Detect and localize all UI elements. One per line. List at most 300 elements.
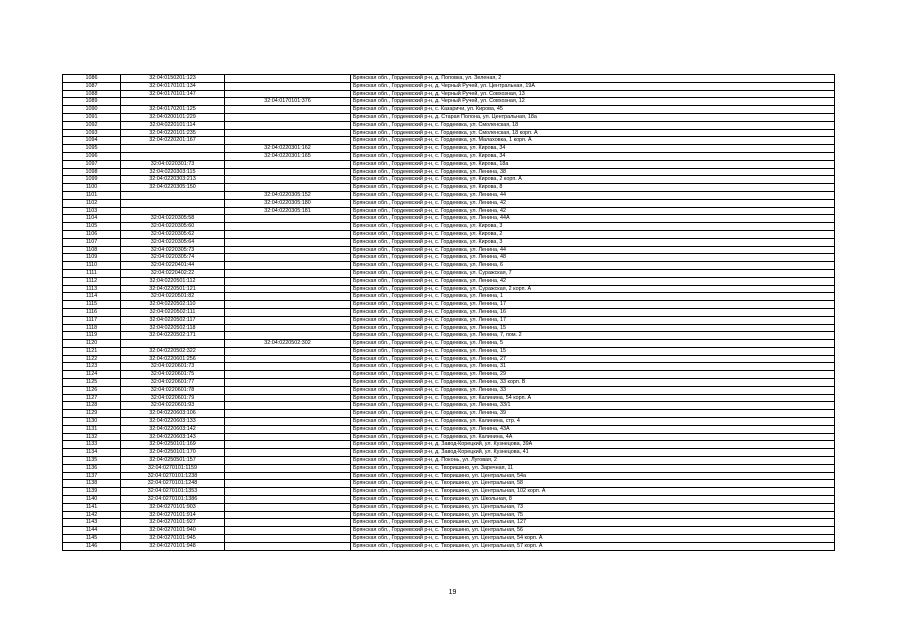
row-number-cell: 1110 [63,262,121,270]
row-number-cell: 1113 [63,285,121,293]
building-cadastral-number-cell [225,386,351,394]
address-cell: Брянская обл., Гордеевский р-н, с. Гордеевка, ул. Ленина, 17 [351,301,835,309]
building-cadastral-number-cell [225,496,351,504]
table-row [63,82,835,90]
row-number-cell: 1115 [63,301,121,309]
cadastral-number-cell [121,207,225,215]
building-cadastral-number-cell: 32:04:0220502:302 [225,340,351,348]
building-cadastral-number-cell [225,176,351,184]
address-cell: Брянская обл., Гордеевский р-н, с. Гордеевка, ул. Ленина, 15 [351,347,835,355]
cadastral-number-cell: 32:04:0220303:213 [121,176,225,184]
table-row [63,394,835,402]
cadastral-number-cell: 32:04:0270101:1159 [121,464,225,472]
address-cell: Брянская обл., Гордеевский р-н, с. Гордеевка, ул. Ленина, 39 [351,410,835,418]
cadastral-number-cell: 32:04:0170101:147 [121,90,225,98]
address-cell: Брянская обл., Гордеевский р-н, с. Творишино, ул. Школьная, 8 [351,496,835,504]
table-row [63,503,835,511]
address-cell: Брянская обл., Гордеевский р-н, с. Гордеевка, ул. Ленина, 33 корп. В [351,379,835,387]
cadastral-number-cell: 32:04:0220305:74 [121,254,225,262]
address-cell: Брянская обл., Гордеевский р-н, с. Гордеевка, ул. Ленина, 44 [351,246,835,254]
address-cell: Брянская обл., Гордеевский р-н, с. Гордеевка, ул. Кирова, 18а [351,160,835,168]
cadastral-number-cell: 32:04:0220303:115 [121,168,225,176]
table-row [63,542,835,550]
cadastral-number-cell: 32:04:0220603:106 [121,410,225,418]
address-cell: Брянская обл., Гордеевский р-н, с. Творишино, ул. Центральная, 58 [351,480,835,488]
table-row [63,371,835,379]
address-cell: Брянская обл., Гордеевский р-н, с. Гордеевка, ул. Кирова, 34 [351,145,835,153]
address-cell: Брянская обл., Гордеевский р-н, с. Творишино, ул. Центральная, 54а [351,472,835,480]
table-row [63,199,835,207]
document-table [62,74,835,551]
row-number-cell: 1089 [63,98,121,106]
cadastral-number-cell: 32:04:0270101:948 [121,542,225,550]
table-row [63,90,835,98]
building-cadastral-number-cell [225,418,351,426]
cadastral-number-cell: 32:04:0170101:134 [121,82,225,90]
address-cell: Брянская обл., Гордеевский р-н, с. Гордеевка, ул. Ленина, 7, пом. 2 [351,332,835,340]
building-cadastral-number-cell [225,472,351,480]
address-cell: Брянская обл., Гордеевский р-н, с. Гордеевка, ул. Кирова, 2 корп. А [351,176,835,184]
cadastral-number-cell: 32:04:0270101:945 [121,535,225,543]
cadastral-number-cell: 32:04:0220401:44 [121,262,225,270]
building-cadastral-number-cell [225,230,351,238]
cadastral-number-cell: 32:04:0220502:118 [121,324,225,332]
cadastral-number-cell: 32:04:0270101:1248 [121,480,225,488]
cadastral-number-cell [121,98,225,106]
building-cadastral-number-cell [225,285,351,293]
building-cadastral-number-cell [225,254,351,262]
table-row [63,207,835,215]
table-row [63,145,835,153]
table-row [63,324,835,332]
table-row [63,176,835,184]
table-row [63,464,835,472]
address-cell: Брянская обл., Гордеевский р-н, с. Гордеевка, ул. Суражская, 2 корп. А [351,285,835,293]
row-number-cell: 1129 [63,410,121,418]
building-cadastral-number-cell [225,511,351,519]
building-cadastral-number-cell [225,160,351,168]
address-cell: Брянская обл., Гордеевский р-н, с. Гордеевка, ул. Ленина, 27 [351,355,835,363]
building-cadastral-number-cell [225,449,351,457]
building-cadastral-number-cell [225,106,351,114]
row-number-cell: 1112 [63,277,121,285]
building-cadastral-number-cell [225,464,351,472]
table-row [63,480,835,488]
table-row [63,410,835,418]
cadastral-number-cell: 32:04:0220601:77 [121,379,225,387]
building-cadastral-number-cell [225,379,351,387]
cadastral-number-cell: 32:04:0250101:170 [121,449,225,457]
table-row [63,262,835,270]
table-row [63,238,835,246]
address-cell: Брянская обл., Гордеевский р-н, с. Гордеевка, ул. Кирова, 2 [351,230,835,238]
building-cadastral-number-cell: 32:04:0220301:165 [225,152,351,160]
building-cadastral-number-cell [225,371,351,379]
row-number-cell: 1142 [63,511,121,519]
table-row [63,121,835,129]
table-row [63,511,835,519]
table-row [63,347,835,355]
cadastral-number-cell [121,191,225,199]
row-number-cell: 1091 [63,113,121,121]
cadastral-number-cell: 32:04:0220301:73 [121,160,225,168]
building-cadastral-number-cell [225,293,351,301]
row-number-cell: 1094 [63,137,121,145]
cadastral-number-cell [121,199,225,207]
address-cell: Брянская обл., Гордеевский р-н, с. Гордеевка, ул. Ленина, 43А [351,425,835,433]
table-row [63,363,835,371]
building-cadastral-number-cell: 32:04:0170101:376 [225,98,351,106]
table-row [63,293,835,301]
page-number: 19 [448,589,457,596]
table-row [63,152,835,160]
building-cadastral-number-cell [225,113,351,121]
building-cadastral-number-cell: 32:04:0220305:152 [225,191,351,199]
cadastral-number-cell: 32:04:0220201:167 [121,137,225,145]
building-cadastral-number-cell [225,82,351,90]
cadastral-number-cell: 32:04:0220601:79 [121,394,225,402]
row-number-cell: 1116 [63,308,121,316]
address-cell: Брянская обл., Гордеевский р-н, с. Гордеевка, ул. Кирова, 3 [351,238,835,246]
cadastral-number-cell: 32:04:0220502:322 [121,347,225,355]
table-row [63,433,835,441]
table-row [63,301,835,309]
building-cadastral-number-cell: 32:04:0220305:181 [225,207,351,215]
cadastral-number-cell: 32:04:0220502:117 [121,316,225,324]
row-number-cell: 1114 [63,293,121,301]
address-cell: Брянская обл., Гордеевский р-н, с. Гордеевка, ул. Ленина, 42 [351,207,835,215]
address-cell: Брянская обл., Гордеевский р-н, с. Творишино, ул. Центральная, 56 [351,527,835,535]
building-cadastral-number-cell [225,223,351,231]
table-row [63,425,835,433]
building-cadastral-number-cell [225,168,351,176]
table-row [63,449,835,457]
row-number-cell: 1119 [63,332,121,340]
row-number-cell: 1106 [63,230,121,238]
address-cell: Брянская обл., Гордеевский р-н, с. Гордеевка, ул. Ленина, 6 [351,262,835,270]
row-number-cell: 1146 [63,542,121,550]
address-cell: Брянская обл., Гордеевский р-н, с. Гордеевка, ул. Ленина, 42 [351,199,835,207]
address-cell: Брянская обл., Гордеевский р-н, с. Гордеевка, ул. Ленина, 42 [351,277,835,285]
table-row [63,215,835,223]
row-number-cell: 1087 [63,82,121,90]
address-cell: Брянская обл., Гордеевский р-н, с. Гордеевка, ул. Ленина, 17 [351,316,835,324]
cadastral-number-cell: 32:04:0270101:940 [121,527,225,535]
table-row [63,269,835,277]
table-row [63,129,835,137]
building-cadastral-number-cell [225,277,351,285]
row-number-cell: 1098 [63,168,121,176]
cadastral-number-cell: 32:04:0220305:64 [121,238,225,246]
address-cell: Брянская обл., Гордеевский р-н, с. Гордеевка, ул. Кирова, 3 [351,223,835,231]
building-cadastral-number-cell [225,137,351,145]
table-row [63,277,835,285]
building-cadastral-number-cell [225,332,351,340]
cadastral-number-cell: 32:04:0220305:60 [121,223,225,231]
row-number-cell: 1117 [63,316,121,324]
row-number-cell: 1102 [63,199,121,207]
table-row [63,75,835,83]
address-cell: Брянская обл., Гордеевский р-н, д. Завод-Корецкий, ул. Кузнецова, 41 [351,449,835,457]
address-cell: Брянская обл., Гордеевский р-н, с. Гордеевка, ул. Ленина, 38 [351,168,835,176]
row-number-cell: 1097 [63,160,121,168]
cadastral-number-cell: 32:04:0250101:169 [121,441,225,449]
table-row [63,488,835,496]
row-number-cell: 1090 [63,106,121,114]
cadastral-number-cell: 32:04:0220305:73 [121,246,225,254]
row-number-cell: 1131 [63,425,121,433]
building-cadastral-number-cell [225,363,351,371]
address-cell: Брянская обл., Гордеевский р-н, с. Гордеевка, ул. Ленина, 16 [351,308,835,316]
address-cell: Брянская обл., Гордеевский р-н, с. Творишино, ул. Заречная, 11 [351,464,835,472]
building-cadastral-number-cell [225,527,351,535]
cadastral-number-cell: 32:04:0220101:235 [121,129,225,137]
address-cell: Брянская обл., Гордеевский р-н, с. Гордеевка, ул. Ленина, 44 [351,191,835,199]
address-cell: Брянская обл., Гордеевский р-н, д. Завод-Корецкий, ул. Кузнецова, 39А [351,441,835,449]
row-number-cell: 1121 [63,347,121,355]
row-number-cell: 1127 [63,394,121,402]
cadastral-number-cell [121,340,225,348]
building-cadastral-number-cell [225,441,351,449]
cadastral-number-cell: 32:04:0220305:62 [121,230,225,238]
address-cell: Брянская обл., Гордеевский р-н, с. Творишино, ул. Центральная, 102 корп. А [351,488,835,496]
row-number-cell: 1105 [63,223,121,231]
table-body [63,75,835,551]
address-cell: Брянская обл., Гордеевский р-н, д. Поконь, ул. Луговая, 2 [351,457,835,465]
cadastral-number-cell: 32:04:0220101:114 [121,121,225,129]
building-cadastral-number-cell: 32:04:0220305:180 [225,199,351,207]
row-number-cell: 1132 [63,433,121,441]
building-cadastral-number-cell [225,535,351,543]
building-cadastral-number-cell [225,355,351,363]
building-cadastral-number-cell [225,324,351,332]
table-row [63,184,835,192]
building-cadastral-number-cell [225,75,351,83]
row-number-cell: 1086 [63,75,121,83]
table-row [63,379,835,387]
row-number-cell: 1144 [63,527,121,535]
cadastral-number-cell: 32:04:0220601:75 [121,371,225,379]
address-cell: Брянская обл., Гордеевский р-н, с. Творишино, ул. Центральная, 57 корп. А [351,542,835,550]
table-row [63,106,835,114]
row-number-cell: 1134 [63,449,121,457]
cadastral-number-cell: 32:04:0220603:143 [121,433,225,441]
address-cell: Брянская обл., Гордеевский р-н, д. Черный Ручей, ул. Центральная, 19А [351,82,835,90]
building-cadastral-number-cell [225,410,351,418]
building-cadastral-number-cell [225,425,351,433]
table-row [63,223,835,231]
cadastral-number-cell: 32:04:0220402:22 [121,269,225,277]
building-cadastral-number-cell [225,246,351,254]
cadastral-number-cell: 32:04:0170201:125 [121,106,225,114]
table-row [63,457,835,465]
address-cell: Брянская обл., Гордеевский р-н, с. Творишино, ул. Центральная, 54 корп. А [351,535,835,543]
address-cell: Брянская обл., Гордеевский р-н, с. Творишино, ул. Центральная, 73 [351,503,835,511]
building-cadastral-number-cell [225,519,351,527]
table-row [63,472,835,480]
cadastral-number-cell [121,145,225,153]
table-row [63,332,835,340]
building-cadastral-number-cell [225,215,351,223]
cadastral-number-cell: 32:04:0270101:903 [121,503,225,511]
building-cadastral-number-cell [225,402,351,410]
building-cadastral-number-cell: 32:04:0220301:162 [225,145,351,153]
address-cell: Брянская обл., Гордеевский р-н, с. Гордеевка, ул. Ленина, 33/1 [351,402,835,410]
building-cadastral-number-cell [225,308,351,316]
address-cell: Брянская обл., Гордеевский р-н, с. Гордеевка, ул. Кирова, 8 [351,184,835,192]
table-row [63,113,835,121]
cadastral-number-cell: 32:04:0270101:914 [121,511,225,519]
building-cadastral-number-cell [225,433,351,441]
row-number-cell: 1099 [63,176,121,184]
address-cell: Брянская обл., Гордеевский р-н, с. Творишино, ул. Центральная, 75 [351,511,835,519]
address-cell: Брянская обл., Гордеевский р-н, с. Казаричи, ул. Кирова, 45 [351,106,835,114]
address-cell: Брянская обл., Гордеевский р-н, с. Гордеевка, ул. Ленина, 5 [351,340,835,348]
building-cadastral-number-cell [225,121,351,129]
table-row [63,191,835,199]
table-row [63,418,835,426]
cadastral-number-cell: 32:04:0220603:133 [121,418,225,426]
cadastral-number-cell: 32:04:0270101:1353 [121,488,225,496]
address-cell: Брянская обл., Гордеевский р-н, д. Черный Ручей, ул. Совхозная, 12 [351,98,835,106]
row-number-cell: 1122 [63,355,121,363]
building-cadastral-number-cell [225,488,351,496]
address-cell: Брянская обл., Гордеевский р-н, д. Черный Ручей, ул. Совхозная, 13 [351,90,835,98]
row-number-cell: 1088 [63,90,121,98]
address-cell: Брянская обл., Гордеевский р-н, д. Поповка, ул. Зеленая, 2 [351,75,835,83]
table-row [63,246,835,254]
row-number-cell: 1128 [63,402,121,410]
address-cell: Брянская обл., Гордеевский р-н, с. Гордеевка, ул. Ленина, 1 [351,293,835,301]
row-number-cell: 1100 [63,184,121,192]
cadastral-number-cell: 32:04:0220501:112 [121,277,225,285]
cadastral-number-cell: 32:04:0220501:82 [121,293,225,301]
row-number-cell: 1145 [63,535,121,543]
address-cell: Брянская обл., Гордеевский р-н, с. Гордеевка, ул. Ленина, 48 [351,254,835,262]
cadastral-number-cell: 32:04:0220502:111 [121,308,225,316]
building-cadastral-number-cell [225,184,351,192]
building-cadastral-number-cell [225,238,351,246]
row-number-cell: 1118 [63,324,121,332]
table-row [63,535,835,543]
table-row [63,230,835,238]
address-cell: Брянская обл., Гордеевский р-н, с. Гордеевка, ул. Суражская, 7 [351,269,835,277]
row-number-cell: 1137 [63,472,121,480]
address-cell: Брянская обл., Гордеевский р-н, с. Гордеевка, ул. Ленина, 29 [351,371,835,379]
row-number-cell: 1101 [63,191,121,199]
row-number-cell: 1096 [63,152,121,160]
row-number-cell: 1141 [63,503,121,511]
building-cadastral-number-cell [225,262,351,270]
row-number-cell: 1095 [63,145,121,153]
row-number-cell: 1133 [63,441,121,449]
cadastral-number-cell: 32:04:0200101:229 [121,113,225,121]
table-row [63,386,835,394]
address-cell: Брянская обл., Гордеевский р-н, с. Гордеевка, ул. Смоленская, 18 корп. А [351,129,835,137]
table-row [63,441,835,449]
cadastral-number-cell: 32:04:0220601:78 [121,386,225,394]
address-cell: Брянская обл., Гордеевский р-н, с. Гордеевка, ул. Ленина, 15 [351,324,835,332]
row-number-cell: 1092 [63,121,121,129]
row-number-cell: 1143 [63,519,121,527]
cadastral-number-cell: 32:04:0150201:123 [121,75,225,83]
row-number-cell: 1104 [63,215,121,223]
row-number-cell: 1107 [63,238,121,246]
table-row [63,316,835,324]
table-row [63,285,835,293]
row-number-cell: 1109 [63,254,121,262]
cadastral-number-cell: 32:04:0220502:171 [121,332,225,340]
table-row [63,308,835,316]
row-number-cell: 1103 [63,207,121,215]
address-cell: Брянская обл., Гордеевский р-н, с. Гордеевка, ул. Малаховка, 1 корп. А [351,137,835,145]
address-cell: Брянская обл., Гордеевский р-н, с. Гордеевка, ул. Ленина, 31 [351,363,835,371]
cadastral-number-cell: 32:04:0220603:142 [121,425,225,433]
building-cadastral-number-cell [225,480,351,488]
row-number-cell: 1136 [63,464,121,472]
cadastral-number-cell: 32:04:0220502:110 [121,301,225,309]
table-row [63,168,835,176]
building-cadastral-number-cell [225,347,351,355]
row-number-cell: 1124 [63,371,121,379]
table-row [63,160,835,168]
address-cell: Брянская обл., Гордеевский р-н, с. Гордеевка, ул. Смоленская, 18 [351,121,835,129]
table-row [63,254,835,262]
cadastral-number-cell: 32:04:0270101:927 [121,519,225,527]
address-cell: Брянская обл., Гордеевский р-н, с. Творишино, ул. Центральная, 127 [351,519,835,527]
building-cadastral-number-cell [225,394,351,402]
building-cadastral-number-cell [225,129,351,137]
building-cadastral-number-cell [225,542,351,550]
cadastral-number-cell: 32:04:0220601:73 [121,363,225,371]
cadastral-number-cell: 32:04:0220501:121 [121,285,225,293]
cadastral-number-cell: 32:04:0220305:150 [121,184,225,192]
row-number-cell: 1120 [63,340,121,348]
building-cadastral-number-cell [225,503,351,511]
row-number-cell: 1130 [63,418,121,426]
building-cadastral-number-cell [225,90,351,98]
table-row [63,519,835,527]
row-number-cell: 1139 [63,488,121,496]
row-number-cell: 1126 [63,386,121,394]
address-cell: Брянская обл., Гордеевский р-н, с. Гордеевка, ул. Калинина, стр. 4 [351,418,835,426]
cadastral-number-cell: 32:04:0220601:256 [121,355,225,363]
cadastral-number-cell: 32:04:0220305:58 [121,215,225,223]
row-number-cell: 1125 [63,379,121,387]
table-row [63,340,835,348]
table-row [63,402,835,410]
cadastral-number-cell: 32:04:0220601:93 [121,402,225,410]
table-row [63,355,835,363]
building-cadastral-number-cell [225,301,351,309]
cadastral-number-cell: 32:04:0270101:1386 [121,496,225,504]
building-cadastral-number-cell [225,457,351,465]
address-cell: Брянская обл., Гордеевский р-н, с. Гордеевка, ул. Ленина, 44А [351,215,835,223]
row-number-cell: 1140 [63,496,121,504]
address-cell: Брянская обл., Гордеевский р-н, с. Гордеевка, ул. Калинина, 54 корп. А [351,394,835,402]
address-cell: Брянская обл., Гордеевский р-н, с. Гордеевка, ул. Ленина, 33 [351,386,835,394]
cadastral-number-cell: 32:04:0250501:157 [121,457,225,465]
row-number-cell: 1135 [63,457,121,465]
cadastral-number-cell [121,152,225,160]
address-cell: Брянская обл., Гордеевский р-н, д. Старая Полона, ул. Центральная, 18а [351,113,835,121]
building-cadastral-number-cell [225,269,351,277]
building-cadastral-number-cell [225,316,351,324]
table-row [63,98,835,106]
row-number-cell: 1111 [63,269,121,277]
row-number-cell: 1123 [63,363,121,371]
address-cell: Брянская обл., Гордеевский р-н, с. Гордеевка, ул. Кирова, 34 [351,152,835,160]
